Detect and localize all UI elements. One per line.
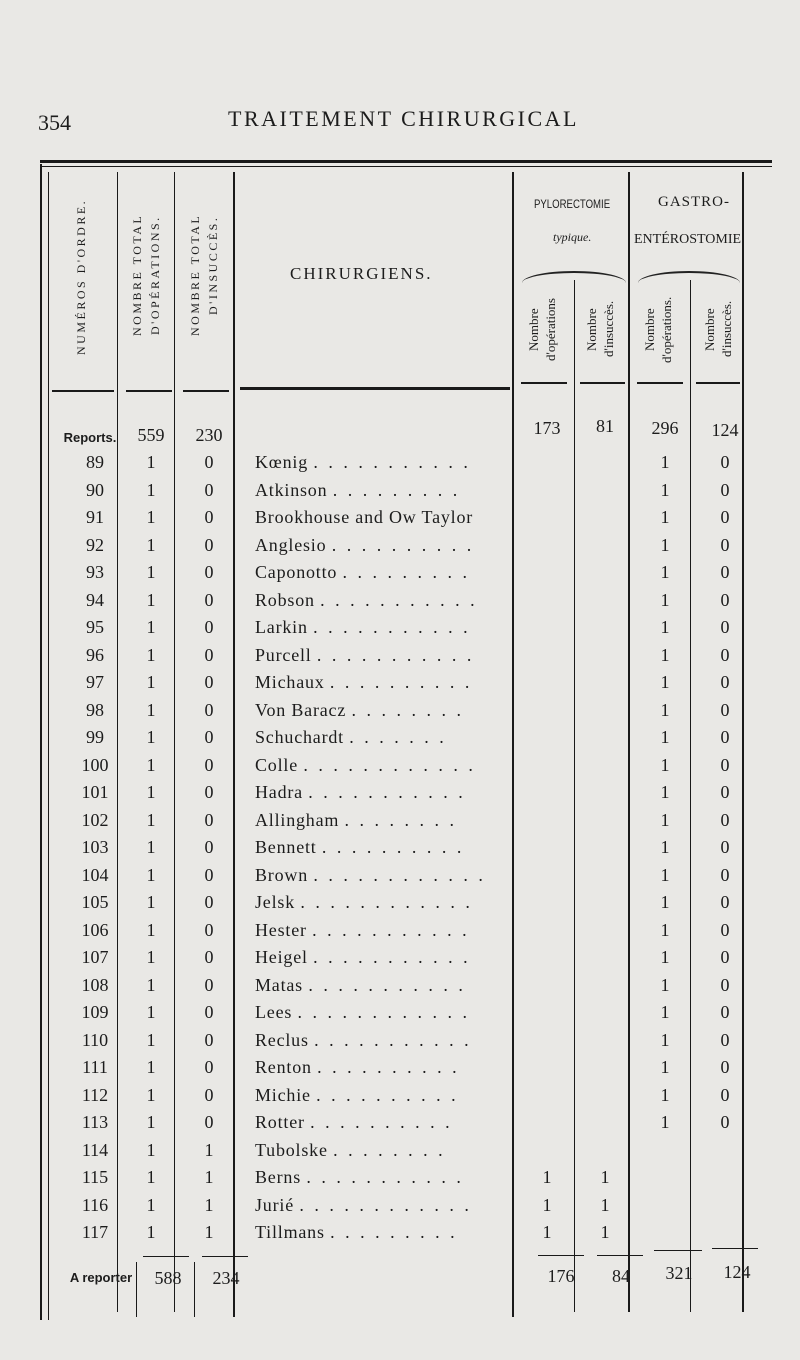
surgeon-name: Von Baracz — [255, 700, 347, 720]
surgeon-name-cell — [255, 892, 517, 912]
row-number: 114 — [81, 1140, 109, 1160]
surgeon-name-cell — [255, 1002, 517, 1022]
leader-dots: . . . . . . . . . . . — [316, 645, 475, 665]
header-numero: NUMÉROS D'ORDRE. — [74, 198, 88, 356]
row-gas-fail: 0 — [720, 782, 730, 802]
row-total-ops: 1 — [146, 920, 156, 940]
row-gas-ops: 1 — [660, 700, 670, 720]
row-total-fail: 0 — [204, 480, 214, 500]
surgeon-name: Matas — [255, 975, 303, 995]
row-number: 99 — [86, 727, 104, 747]
surgeon-name-cell — [255, 1085, 517, 1105]
row-gas-fail: 0 — [720, 1030, 730, 1050]
row-gas-ops: 1 — [660, 892, 670, 912]
surgeon-name: Jurié — [255, 1195, 294, 1215]
row-total-ops: 1 — [146, 672, 156, 692]
row-number: 104 — [81, 865, 109, 885]
row-gas-ops: 1 — [660, 672, 670, 692]
leader-dots: . . . . . . . . . . — [317, 1057, 460, 1077]
row-gas-fail: 0 — [720, 727, 730, 747]
row-total-ops: 1 — [146, 865, 156, 885]
leader-dots: . . . . . . . . . . — [331, 535, 475, 555]
row-gas-ops: 1 — [660, 1057, 670, 1077]
row-number: 113 — [81, 1112, 109, 1132]
leader-dots: . . . . . . . . . . . . — [300, 892, 473, 912]
row-gas-ops: 1 — [660, 865, 670, 885]
reports-pyl-ops: 173 — [533, 418, 561, 438]
surgeon-name-cell — [255, 562, 517, 582]
row-total-fail: 0 — [204, 562, 214, 582]
row-gas-ops: 1 — [660, 837, 670, 857]
row-total-ops: 1 — [146, 452, 156, 472]
row-number: 93 — [86, 562, 104, 582]
row-total-fail: 1 — [204, 1140, 214, 1160]
row-total-ops: 1 — [146, 700, 156, 720]
surgeon-name: Larkin — [255, 617, 308, 637]
row-pyl-ops: 1 — [542, 1222, 552, 1242]
leader-dots: . . . . . . . . . . — [310, 1112, 453, 1132]
surgeon-name: Robson — [255, 590, 315, 610]
header-enterostomie: ENTÉROSTOMIE — [634, 232, 742, 247]
row-gas-fail: 0 — [720, 1112, 730, 1132]
row-number: 94 — [86, 590, 104, 610]
row-number: 97 — [86, 672, 104, 692]
row-total-ops: 1 — [146, 975, 156, 995]
surgeon-name-cell — [255, 727, 517, 747]
surgeon-name-cell — [255, 975, 517, 995]
surgeon-name-cell — [255, 1030, 517, 1050]
row-number: 106 — [81, 920, 109, 940]
row-number: 116 — [81, 1195, 109, 1215]
row-total-ops: 1 — [146, 535, 156, 555]
row-gas-ops: 1 — [660, 1030, 670, 1050]
row-gas-fail: 0 — [720, 837, 730, 857]
leader-dots: . . . . . . . . — [351, 700, 464, 720]
surgeon-name: Schuchardt — [255, 727, 344, 747]
row-number: 112 — [81, 1085, 109, 1105]
row-gas-fail: 0 — [720, 810, 730, 830]
surgeon-name: Tubolske — [255, 1140, 328, 1160]
leader-dots: . . . . . . . . . . . — [306, 1167, 464, 1187]
header-chirurgiens: CHIRURGIENS. — [290, 264, 433, 283]
row-total-fail: 0 — [204, 727, 214, 747]
totals-gas-ops: 321 — [665, 1263, 693, 1283]
surgeon-name: Rotter — [255, 1112, 305, 1132]
row-gas-ops: 1 — [660, 920, 670, 940]
row-number: 102 — [81, 810, 109, 830]
leader-dots: . . . . . . . . . . . — [313, 947, 471, 967]
row-number: 95 — [86, 617, 104, 637]
row-number: 103 — [81, 837, 109, 857]
row-total-ops: 1 — [146, 617, 156, 637]
row-total-fail: 0 — [204, 837, 214, 857]
header-pylorectomie: PYLORECTOMIE — [534, 197, 611, 211]
surgeon-name-cell — [255, 1222, 517, 1242]
totals-pyl-ops: 176 — [547, 1266, 575, 1286]
row-pyl-fail: 1 — [600, 1222, 610, 1242]
row-gas-ops: 1 — [660, 535, 670, 555]
row-total-fail: 0 — [204, 1085, 214, 1105]
row-total-fail: 0 — [204, 865, 214, 885]
row-total-fail: 0 — [204, 590, 214, 610]
row-total-ops: 1 — [146, 810, 156, 830]
row-number: 98 — [86, 700, 104, 720]
leader-dots: . . . . . . . . . . — [316, 1085, 459, 1105]
row-total-ops: 1 — [146, 1030, 156, 1050]
row-gas-fail: 0 — [720, 947, 730, 967]
leader-dots: . . . . . . . . . . . — [313, 452, 471, 472]
surgeon-name-cell — [255, 810, 517, 830]
row-total-fail: 0 — [204, 782, 214, 802]
row-gas-fail: 0 — [720, 480, 730, 500]
row-total-fail: 1 — [204, 1167, 214, 1187]
leader-dots: . . . . . . . . — [344, 810, 458, 830]
row-total-ops: 1 — [146, 1167, 156, 1187]
leader-dots: . . . . . . . . . . . . — [303, 755, 476, 775]
page-number: 354 — [38, 110, 71, 135]
row-gas-ops: 1 — [660, 562, 670, 582]
surgeon-name-cell — [255, 1167, 517, 1187]
row-number: 110 — [81, 1030, 109, 1050]
row-total-ops: 1 — [146, 480, 156, 500]
row-gas-fail: 0 — [720, 1057, 730, 1077]
row-gas-ops: 1 — [660, 810, 670, 830]
row-pyl-fail: 1 — [600, 1195, 610, 1215]
row-total-fail: 0 — [204, 700, 214, 720]
row-total-fail: 0 — [204, 1057, 214, 1077]
surgeon-name: Atkinson — [255, 480, 328, 500]
leader-dots: . . . . . . . . . . . — [313, 617, 471, 637]
row-number: 101 — [81, 782, 109, 802]
row-gas-fail: 0 — [720, 452, 730, 472]
row-gas-ops: 1 — [660, 507, 670, 527]
row-number: 96 — [86, 645, 104, 665]
row-gas-ops: 1 — [660, 617, 670, 637]
surgeon-name: Brookhouse and Ow Taylor — [255, 507, 474, 527]
row-number: 109 — [81, 1002, 109, 1022]
row-total-fail: 0 — [204, 507, 214, 527]
row-total-fail: 0 — [204, 810, 214, 830]
surgeon-name-cell — [255, 1057, 517, 1077]
row-total-fail: 0 — [204, 645, 214, 665]
surgeon-name-cell — [255, 782, 517, 802]
row-number: 92 — [86, 535, 104, 555]
surgeon-name-cell — [255, 1140, 517, 1160]
row-pyl-ops: 1 — [542, 1195, 552, 1215]
row-gas-ops: 1 — [660, 590, 670, 610]
row-gas-ops: 1 — [660, 452, 670, 472]
leader-dots: . . . . . . . . . — [330, 1222, 458, 1242]
row-number: 115 — [81, 1167, 109, 1187]
leader-dots: . . . . . . . . . . . . — [299, 1195, 472, 1215]
totals-pyl-fail: 84 — [612, 1266, 630, 1286]
row-total-ops: 1 — [146, 1140, 156, 1160]
areporter-label: A reporter — [69, 1270, 133, 1285]
surgeon-name: Purcell — [255, 645, 312, 665]
reports-label: Reports. — [63, 430, 117, 445]
leader-dots: . . . . . . . . . . . — [312, 920, 470, 940]
row-total-fail: 1 — [204, 1222, 214, 1242]
row-gas-fail: 0 — [720, 700, 730, 720]
row-gas-ops: 1 — [660, 1085, 670, 1105]
row-gas-fail: 0 — [720, 645, 730, 665]
row-total-ops: 1 — [146, 1222, 156, 1242]
leader-dots: . . . . . . . — [349, 727, 447, 747]
surgeon-name-cell — [255, 920, 517, 940]
row-gas-fail: 0 — [720, 975, 730, 995]
row-total-fail: 0 — [204, 920, 214, 940]
surgeon-name-cell — [255, 535, 517, 555]
surgeon-name: Brown — [255, 865, 308, 885]
reports-pyl-fail: 81 — [596, 416, 614, 436]
surgeon-name: Michie — [255, 1085, 311, 1105]
surgeon-name-cell — [255, 507, 517, 527]
surgeon-name-cell — [255, 837, 517, 857]
row-total-ops: 1 — [146, 590, 156, 610]
row-gas-fail: 0 — [720, 1085, 730, 1105]
leader-dots: . . . . . . . . . . — [321, 837, 465, 857]
row-number: 108 — [81, 975, 109, 995]
totals-total-ops: 588 — [154, 1268, 182, 1288]
surgeon-name-cell — [255, 947, 517, 967]
surgeon-name: Berns — [255, 1167, 301, 1187]
surgeon-name: Michaux — [255, 672, 325, 692]
row-number: 107 — [81, 947, 109, 967]
surgeon-name: Kœnig — [255, 452, 308, 472]
row-gas-ops: 1 — [660, 755, 670, 775]
leader-dots: . . . . . . . . . . . — [308, 975, 466, 995]
row-gas-fail: 0 — [720, 865, 730, 885]
leader-dots: . . . . . . . . — [333, 1140, 446, 1160]
row-total-ops: 1 — [146, 1057, 156, 1077]
surgeon-name: Tillmans — [255, 1222, 325, 1242]
surgeon-name: Allingham — [255, 810, 340, 830]
surgeon-name: Colle — [255, 755, 298, 775]
row-gas-fail: 0 — [720, 617, 730, 637]
reports-total-ops: 559 — [137, 425, 165, 445]
row-total-fail: 0 — [204, 672, 214, 692]
row-gas-fail: 0 — [720, 507, 730, 527]
row-total-fail: 0 — [204, 1002, 214, 1022]
row-total-fail: 0 — [204, 1112, 214, 1132]
header-gastro: GASTRO- — [658, 194, 731, 210]
surgeon-name: Lees — [255, 1002, 293, 1022]
surgeon-name: Jelsk — [255, 892, 295, 912]
row-gas-ops: 1 — [660, 947, 670, 967]
row-number: 90 — [86, 480, 104, 500]
surgeon-name-cell — [255, 480, 517, 500]
surgeon-name-cell — [255, 590, 517, 610]
row-total-ops: 1 — [146, 1112, 156, 1132]
totals-gas-fail: 124 — [723, 1262, 751, 1282]
row-number: 100 — [81, 755, 109, 775]
leader-dots: . . . . . . . . . . . . — [313, 865, 486, 885]
row-total-fail: 0 — [204, 617, 214, 637]
surgeon-name-cell — [255, 865, 517, 885]
surgeon-name: Renton — [255, 1057, 312, 1077]
row-gas-ops: 1 — [660, 480, 670, 500]
row-gas-fail: 0 — [720, 755, 730, 775]
row-number: 105 — [81, 892, 109, 912]
surgeon-name: Anglesio — [255, 535, 327, 555]
surgeon-name: Heigel — [255, 947, 308, 967]
leader-dots: . . . . . . . . . . . — [314, 1030, 472, 1050]
row-pyl-fail: 1 — [600, 1167, 610, 1187]
row-total-ops: 1 — [146, 837, 156, 857]
row-number: 117 — [81, 1222, 109, 1242]
leader-dots: . . . . . . . . . . . — [308, 782, 466, 802]
row-gas-fail: 0 — [720, 672, 730, 692]
leader-dots: . . . . . . . . . — [342, 562, 471, 582]
leader-dots: . . . . . . . . . . — [329, 672, 473, 692]
surgeon-name: Bennett — [255, 837, 317, 857]
row-pyl-ops: 1 — [542, 1167, 552, 1187]
surgeon-name-cell — [255, 617, 517, 637]
surgeon-name-cell — [255, 452, 517, 472]
surgeon-name: Hadra — [255, 782, 303, 802]
surgeon-name-cell — [255, 1195, 517, 1215]
row-total-fail: 0 — [204, 535, 214, 555]
reports-gas-fail: 124 — [711, 420, 739, 440]
totals-total-fail: 234 — [212, 1268, 240, 1288]
row-total-ops: 1 — [146, 755, 156, 775]
row-gas-fail: 0 — [720, 920, 730, 940]
surgeon-name-cell — [255, 700, 517, 720]
row-total-fail: 1 — [204, 1195, 214, 1215]
row-gas-fail: 0 — [720, 892, 730, 912]
row-gas-ops: 1 — [660, 1112, 670, 1132]
row-gas-fail: 0 — [720, 562, 730, 582]
row-number: 89 — [86, 452, 104, 472]
row-total-fail: 0 — [204, 975, 214, 995]
row-total-ops: 1 — [146, 1085, 156, 1105]
row-total-ops: 1 — [146, 892, 156, 912]
row-total-ops: 1 — [146, 645, 156, 665]
row-gas-ops: 1 — [660, 1002, 670, 1022]
leader-dots: . . . . . . . . . — [332, 480, 461, 500]
row-total-ops: 1 — [146, 507, 156, 527]
surgeon-name-cell — [255, 755, 517, 775]
row-total-fail: 0 — [204, 892, 214, 912]
row-number: 111 — [82, 1057, 108, 1077]
header-typique: typique. — [553, 230, 592, 244]
row-gas-ops: 1 — [660, 975, 670, 995]
surgeon-name: Reclus — [255, 1030, 309, 1050]
reports-total-fail: 230 — [195, 425, 223, 445]
row-gas-fail: 0 — [720, 1002, 730, 1022]
leader-dots: . . . . . . . . . . . — [320, 590, 478, 610]
leader-dots: . . . . . . . . . . . . — [297, 1002, 470, 1022]
row-gas-ops: 1 — [660, 645, 670, 665]
row-total-ops: 1 — [146, 727, 156, 747]
surgeon-name: Hester — [255, 920, 307, 940]
reports-gas-ops: 296 — [651, 418, 679, 438]
row-total-ops: 1 — [146, 562, 156, 582]
row-gas-ops: 1 — [660, 782, 670, 802]
row-number: 91 — [86, 507, 104, 527]
row-total-ops: 1 — [146, 1195, 156, 1215]
row-total-fail: 0 — [204, 947, 214, 967]
row-total-ops: 1 — [146, 782, 156, 802]
row-total-fail: 0 — [204, 1030, 214, 1050]
row-gas-fail: 0 — [720, 590, 730, 610]
row-gas-fail: 0 — [720, 535, 730, 555]
surgeon-name-cell — [255, 1112, 517, 1132]
running-title: TRAITEMENT CHIRURGICAL — [228, 106, 579, 131]
row-gas-ops: 1 — [660, 727, 670, 747]
row-total-ops: 1 — [146, 947, 156, 967]
surgeon-name-cell — [255, 645, 517, 665]
row-total-ops: 1 — [146, 1002, 156, 1022]
row-total-fail: 0 — [204, 755, 214, 775]
row-total-fail: 0 — [204, 452, 214, 472]
surgeon-name-cell — [255, 672, 517, 692]
surgeon-name: Caponotto — [255, 562, 338, 582]
